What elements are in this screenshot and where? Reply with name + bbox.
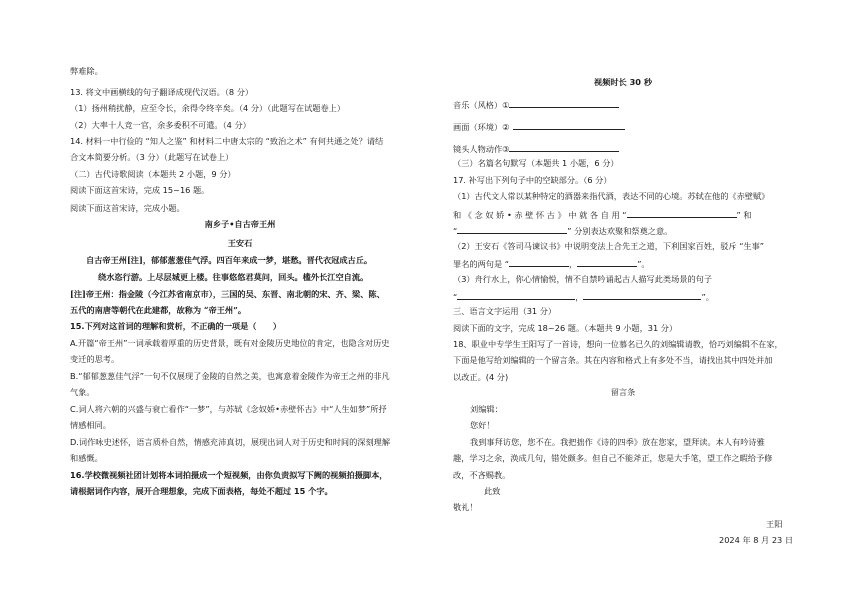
q17-2-prefix: 罪名的两句是 “ [453,259,509,269]
note-signature: 王阳 [766,519,783,529]
question-14-cont: 合文本简要分析。（3 分）（此题写在试卷上） [70,152,234,162]
note-closing: 敬礼！ [453,502,478,512]
option-c: C.词人将六朝的兴盛与衰亡看作“一梦”，与苏轼《念奴娇•赤壁怀古》中“人生如梦”所抒 [70,404,387,414]
note-greeting: 刘编辑： [470,404,503,414]
question-18-cont: 下面是他写给刘编辑的一个留言条。其在内容和格式上有多处不当，请找出其中四处并加 [453,355,773,365]
poem-title: 南乡子•自古帝王州 [204,219,276,229]
instruction: 阅读下面这首宋诗，完成小题。 [70,203,185,213]
option-b-cont: 气象。 [70,387,95,397]
question-17-1: （1）古代文人常以某种特定的酒器来指代酒，表达不同的心境。苏轼在他的《赤壁赋》 [453,191,770,201]
text-line: 弊难除。 [70,66,103,76]
option-d-cont: 和感慨。 [70,453,103,463]
instruction: 阅读下面的文字，完成 18~26 题。（本题共 9 小题，31 分） [453,323,678,333]
q17-3-suffix: ”。 [701,292,714,302]
question-18-cont: 以改正。(4 分) [453,372,509,382]
q17-1-suffix: ” 分别表达欢聚和祭奠之意。 [567,226,673,236]
question-18: 18、职业中专学生王阳写了一首诗，想向一位慕名已久的刘编辑请教，恰巧刘编辑不在家， [453,339,783,349]
script-row-shot [453,142,619,155]
q17-3-blank-2[interactable] [583,290,701,300]
option-c-cont: 情感相同。 [70,420,111,430]
q17-1-prefix: 和 《 念 奴 娇 • 赤 壁 怀 古 》 中 就 各 自 用 “ [453,210,627,220]
question-16-cont: 请根据词作内容，展开合理想象，完成下面表格，每处不超过 15 个字。 [70,486,333,496]
q17-1-blank-2[interactable] [457,224,567,234]
option-a: A.开篇“帝王州”一词承载着厚重的历史背景，既有对金陵历史地位的肯定，也隐含对历史 [70,338,390,348]
poem-author: 王安石 [227,238,253,248]
option-a-cont: 变迁的思考。 [70,354,120,364]
q17-3-sep: ， [575,292,584,302]
question-13: 13. 将文中画横线的句子翻译成现代汉语。（8 分） [70,87,254,97]
option-d: D.词作咏史述怀，语言质朴自然，情感充沛真切，展现出词人对于历史和时间的深刻理解 [70,437,391,447]
q17-3-blank-1[interactable] [457,290,575,300]
q17-2-blank-1[interactable] [509,257,569,267]
video-duration: 视频时长 30 秒 [593,77,653,87]
q17-2-blank-2[interactable] [577,257,637,267]
question-13-2: （2）大率十人竞一官，余多委积不可遣。（4 分） [70,120,251,130]
poem-line: 自古帝王州[注]，郁郁葱葱佳气浮。四百年来成一梦，堪愁。晋代衣冠成古丘。 [86,255,373,265]
q17-2-sep: ， [568,259,578,269]
question-17-2-cont [453,257,650,270]
music-label: 音乐（风格）① [453,100,510,110]
question-15: 15.下列对这首词的理解和赏析，不正确的一项是（ ） [70,321,282,331]
question-14: 14. 材料一中行俭的 “知人之鉴” 和材料二中唐太宗的 “致治之术” 有何共通之处？请结 [70,136,384,146]
section-poetry: （二）古代诗歌阅读（本题共 2 小题，9 分） [70,169,236,179]
q17-1-blank-1[interactable] [627,208,737,218]
question-17-2: （2）王安石《答司马谏议书》中说明变法上合先王之道，下利国家百姓，驳斥 “生事” [453,241,765,251]
question-13-1: （1）扬州稍扰静，应至令长，余得令终辛矣。（4 分）（此题写在试题卷上） [70,103,346,113]
music-blank[interactable] [509,98,619,108]
scene-label: 画面（环境）② [453,122,510,132]
question-17-1-end: “ ” 分别表达欢聚和祭奠之意。 [453,226,673,236]
poem-line: 绕水恣行游。上尽层城更上楼。往事悠悠君莫问，回头。槛外长江空自流。 [98,272,369,282]
note-title: 留言条 [610,387,636,397]
section-language: 三、语言文字运用（31 分） [453,306,557,316]
question-17: 17. 补写出下列句子中的空缺部分。（6 分） [453,175,612,185]
q17-1-mid: ” 和 [736,210,752,220]
scene-blank[interactable] [513,120,625,130]
question-17-1-cont [453,208,752,221]
note-closing: 此致 [484,486,501,496]
instruction: 阅读下面这首宋诗，完成 15~16 题。 [70,185,210,195]
note-hello: 您好！ [470,420,495,430]
note-date: 2024 年 8 月 23 日 [719,535,794,545]
shot-blank[interactable] [509,142,619,152]
script-row-scene [453,120,625,133]
section-recitation: （三）名篇名句默写（本题共 1 小题，6 分） [453,158,619,168]
question-17-3-cont: “ ， ”。 [453,292,714,302]
q17-2-suffix: ”。 [637,259,650,269]
question-17-3: （3）舟行水上，你心情愉悦，情不自禁吟诵起古人描写此类场景的句子 [453,274,713,284]
poem-note: 五代的南唐等朝代在此建都，故称为 “帝王州”。 [70,305,247,315]
note-body: 改，不吝赐教。 [453,470,511,480]
poem-note: [注]帝王州：指金陵（今江苏省南京市），三国的吴、东晋、南北朝的宋、齐、梁、陈、 [70,289,385,299]
note-body: 趣，学习之余，涣成几句，错处颇多。但自己不能斧正，您是大手笔，望工作之暇给予修 [453,453,773,463]
script-row-music [453,98,619,111]
option-b: B.“郁郁葱葱佳气浮”一句不仅展现了金陵的自然之美，也寓意着金陵作为帝王之州的非凡 [70,371,390,381]
note-body: 我到事拜访您，您不在。我把拙作《诗的四季》放在您家，望拜读。本人有吟诗雅 [470,437,765,447]
shot-label: 镜头人物动作③ [453,144,510,154]
question-16: 16.学校微视频社团计划将本词拍摄成一个短视频，由你负责拟写下阙的视频拍摄脚本， [70,470,388,480]
